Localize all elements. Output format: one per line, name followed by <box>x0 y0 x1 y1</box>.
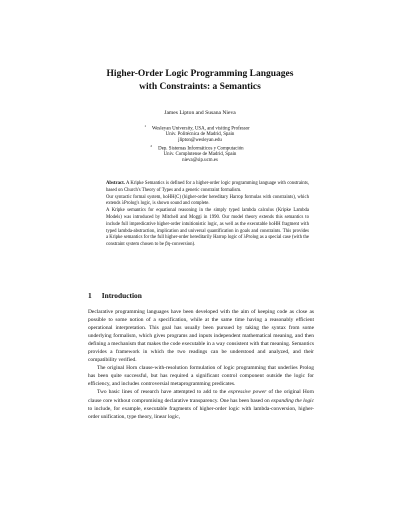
affiliation-line: $^2$Dep. Sistemas Informáticos y Computación <box>150 144 244 152</box>
affiliation-2 <box>70 144 330 163</box>
section-heading <box>88 291 142 300</box>
abstract-paragraph: Abstract. A Kripke Semantics is defined for a higher-order logic programming language with constraints, based on Church's Theory of Types and a generic constraint formalism. <box>106 181 309 193</box>
title-line-1: Higher-Order Logic Programming Languages <box>106 69 294 79</box>
abstract-paragraph: Our syntactic formal system, hoHH(C) (higher-order hereditary Harrop formulas with constraints), which extends λProlog's logic, is shown sound and complete. <box>106 194 309 207</box>
title-line-2: with Constraints: a Semantics <box>139 82 261 92</box>
body-text <box>88 308 314 421</box>
body-paragraph: Two basic lines of research have attempted to add to the expressive power of the original Horn clause core without compromising declarative transparency. One has been based on expanding the logic to include, for example, executable fragments of higher-order logic with lambda-conversion, higher-order unification, type theory, linear logic, <box>88 389 314 420</box>
affiliation-mark: 1 <box>144 124 146 128</box>
section-number: 1 <box>88 291 92 300</box>
affiliation-1 <box>70 124 330 143</box>
abstract <box>106 181 309 249</box>
abstract-paragraph: A Kripke semantics for equational reasoning in the simply typed lambda calculus (Kripke Lambda Models) was introduced by Mitchell and Moggi in 1990. Our model theory extends this semantics to include full impredicative higher-order intuitionistic logic, as well as the executable hoHH fragment with typed lambda-abstraction, implication and universal quantification in goals and constraints. This provides a Kripke semantics for the full higher-order hereditarily Harrop logic of λProlog as a special case (with the constraint system chosen to be βη-conversion). <box>106 208 309 248</box>
section-title: Introduction <box>101 291 142 300</box>
abstract-label: Abstract. <box>106 181 125 186</box>
emphasis: expanding the logic <box>271 397 314 404</box>
emphasis: expressive power <box>228 389 267 396</box>
affiliation-mark: 2 <box>150 144 153 148</box>
affiliation-line: Univ. Politécnica de Madrid, Spain <box>165 132 235 138</box>
authors: James Lipton and Susana Nieva <box>164 110 236 116</box>
affiliation-line: Univ. Complutense de Madrid, Spain <box>163 152 237 158</box>
affiliation-email: jlipton@wesleyan.edu <box>178 137 222 143</box>
body-paragraph: The original Horn clause-with-resolution formulation of logic programming that underlies Prolog has been quite successful, but has required a significant control component outside the logic for efficiency, and includes controversial metaprogramming predicates. <box>88 365 314 388</box>
affiliation-line: $^1$Wesleyan University, USA, and visiting Professor <box>144 124 250 132</box>
body-paragraph: Declarative programming languages have been developed with the aim of keeping code as close as possible to some notion of a specification, while at the same time having a reasonably efficient operational interpretation. This goal has usually been pursued by taking the syntax from some underlying formalism, which gives programs and inputs independent mathematical meaning, and then defining a mechanism that makes the code executable in a way consistent with that meaning. Semantics provides a framework in which the two readings can be understood and analyzed, and their compatibility verified. <box>88 309 314 364</box>
affiliation-email: nieva@sip.ucm.es <box>182 157 218 163</box>
paper-title <box>70 68 330 94</box>
